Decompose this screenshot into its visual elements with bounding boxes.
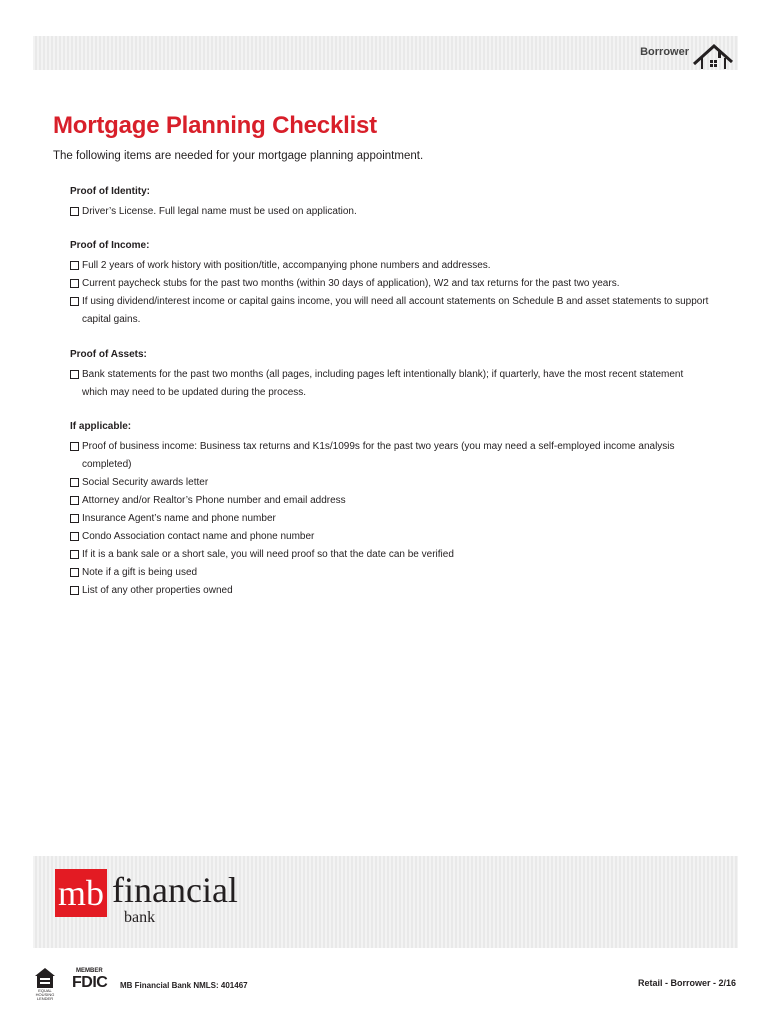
checkbox[interactable] <box>70 297 79 306</box>
page-title: Mortgage Planning Checklist <box>53 112 377 139</box>
checkbox[interactable] <box>70 207 79 216</box>
checklist-item: If it is a bank sale or a short sale, you will need proof so that the date can be verified <box>70 546 710 564</box>
header-band <box>33 36 738 70</box>
house-icon <box>692 40 734 70</box>
checklist-item: Bank statements for the past two months (all pages, including pages left intentionally blank); if quarterly, have the most recent statement which may need to be updated during the process. <box>70 366 710 402</box>
checkbox[interactable] <box>70 514 79 523</box>
checklist-item: Note if a gift is being used <box>70 564 710 582</box>
fdic-member-label: MEMBER <box>76 968 103 974</box>
checklist-item: Full 2 years of work history with position/title, accompanying phone numbers and addresses. <box>70 257 710 275</box>
logo-mb-text: mb <box>57 873 104 913</box>
equal-housing-icon <box>33 966 57 990</box>
checklist-item: Social Security awards letter <box>70 474 710 492</box>
equal-housing-lender-text: EQUAL HOUSING LENDER <box>35 988 55 1001</box>
checklist-item: Attorney and/or Realtor’s Phone number and email address <box>70 492 710 510</box>
checkbox[interactable] <box>70 586 79 595</box>
intro-text: The following items are needed for your mortgage planning appointment. <box>53 150 424 162</box>
header-borrower-label: Borrower <box>640 46 689 58</box>
checkbox[interactable] <box>70 442 79 451</box>
section-proof-of-identity <box>70 186 710 221</box>
section-proof-of-income <box>70 240 710 329</box>
logo-financial-text: financial <box>112 870 238 910</box>
checkbox[interactable] <box>70 478 79 487</box>
checkbox[interactable] <box>70 279 79 288</box>
section-heading: Proof of Assets: <box>70 349 147 360</box>
checklist-item: If using dividend/interest income or capital gains income, you will need all account statements on Schedule B and asset statements to support capital gains. <box>70 293 710 329</box>
checklist-item: Proof of business income: Business tax returns and K1s/1099s for the past two years (you may need a self-employed income analysis completed) <box>70 438 710 474</box>
page-code: Retail - Borrower - 2/16 <box>637 978 736 988</box>
nmls-text: MB Financial Bank NMLS: 401467 <box>120 981 248 990</box>
checkbox[interactable] <box>70 532 79 541</box>
checklist-item: List of any other properties owned <box>70 582 710 600</box>
section-proof-of-assets <box>70 349 710 402</box>
checkbox[interactable] <box>70 568 79 577</box>
section-heading: Proof of Income: <box>70 240 150 251</box>
section-if-applicable <box>70 421 710 600</box>
checkbox[interactable] <box>70 496 79 505</box>
fdic-logo: FDIC <box>72 974 108 991</box>
checklist-item: Condo Association contact name and phone number <box>70 528 710 546</box>
logo-bank-text: bank <box>124 909 156 926</box>
checkbox[interactable] <box>70 370 79 379</box>
checklist-item: Driver’s License. Full legal name must be used on application. <box>70 203 710 221</box>
checklist-item: Current paycheck stubs for the past two months (within 30 days of application), W2 and tax returns for the past two years. <box>70 275 710 293</box>
section-heading: Proof of Identity: <box>70 186 150 197</box>
checkbox[interactable] <box>70 261 79 270</box>
section-heading: If applicable: <box>70 421 132 432</box>
checkbox[interactable] <box>70 550 79 559</box>
checklist-item: Insurance Agent’s name and phone number <box>70 510 710 528</box>
